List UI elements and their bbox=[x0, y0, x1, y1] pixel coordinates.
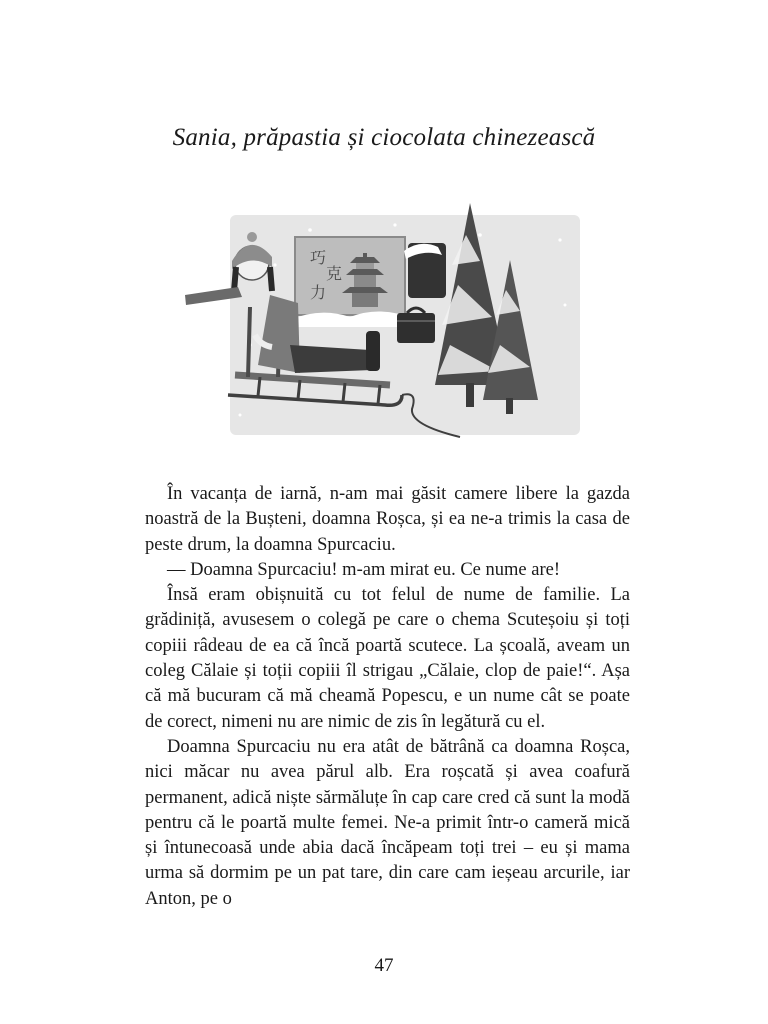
paragraph: În vacanța de iarnă, n-am mai găsit camere libere la gazda noastră de la Bușteni, doamna Roșca, și ea ne-a trimis la casa de peste drum, la doamna Spurcaciu. bbox=[145, 484, 630, 555]
paragraph: — Doamna Spurcaciu! m-am mirat eu. Ce nume are! bbox=[167, 559, 560, 580]
sled-illustration bbox=[180, 195, 600, 450]
sign-char-3: 力 bbox=[310, 283, 327, 302]
chocolate-sign bbox=[295, 237, 405, 315]
chapter-title: Sania, prăpastia și ciocolata chinezească bbox=[172, 124, 596, 151]
sign-char-1: 巧 bbox=[310, 248, 327, 267]
paragraph: Doamna Spurcaciu nu era atât de bătrână ca doamna Roșca, nici măcar nu avea părul alb. Era roșcată și avea coafură permanent, adică niște sărmăluțe în cap care cred că sunt la modă pentru că le poartă multe femei. Ne-a primit într-o cameră mică și întunecoasă unde abia dacă încăpeam toți trei – eu și mama urma să dormim pe un pat tare, din care cam ieșeau arcurile, iar Anton, pe o bbox=[145, 736, 630, 909]
paragraph: Însă eram obișnuită cu tot felul de nume de familie. La grădiniță, avusesem o colegă pe care o chema Scuteșoiu și toți copiii râdeau de ea că încă poartă scutece. La școală, aveam un coleg Călaie și toții copiii îl strigau „Călaie, clop de paie!“. Așa că mă bucuram că mă cheamă Popescu, e un nume cât se poate de corect, nimeni nu are nimic de zis în legătură cu el. bbox=[145, 585, 630, 732]
sign-char-2: 克 bbox=[326, 264, 343, 283]
page-number: 47 bbox=[374, 955, 394, 976]
chapter-body bbox=[145, 482, 630, 912]
